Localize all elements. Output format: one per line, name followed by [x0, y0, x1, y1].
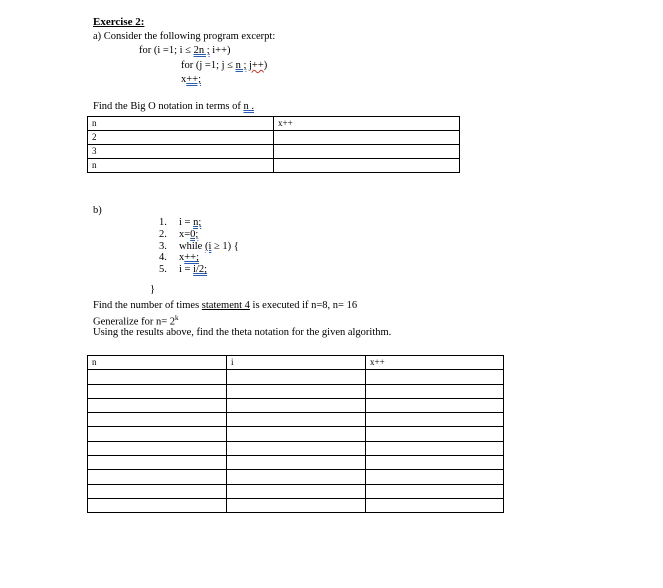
table-cell: [366, 427, 504, 441]
code-line-2-mark1: n ;: [235, 60, 247, 71]
table-cell: [88, 384, 227, 398]
table-row: [88, 131, 460, 145]
part-a-table: [87, 116, 460, 173]
step-mark: ++;: [184, 252, 200, 264]
table-cell: [227, 398, 366, 412]
table-cell: [227, 441, 366, 455]
table-cell: [366, 370, 504, 384]
code-line-2: [181, 61, 267, 72]
table-cell: [366, 441, 504, 455]
table-cell: [366, 413, 504, 427]
algorithm-steps: [159, 218, 239, 277]
step-mark: i/2;: [193, 264, 208, 276]
table-cell: [88, 470, 227, 484]
table-row: [88, 427, 504, 441]
code-line-3-pre: x: [181, 74, 187, 85]
step-mark: n;: [193, 217, 202, 228]
code-line-1-pre: for (i =1; i ≤: [139, 45, 194, 56]
code-line-2-pre: for (j =1; j ≤: [181, 60, 236, 71]
table-cell: [88, 441, 227, 455]
part-b-label: b): [93, 205, 102, 216]
step-number: 3.: [159, 240, 167, 252]
step-item: [159, 265, 239, 277]
table-cell: [88, 456, 227, 470]
step-number: 1.: [159, 217, 167, 228]
part-a-question-mark: n .: [243, 101, 254, 112]
table-row: [88, 456, 504, 470]
table-cell: [88, 498, 227, 512]
table-cell: [366, 470, 504, 484]
table-row: [88, 484, 504, 498]
table-cell: [227, 384, 366, 398]
question-1-post: is executed if n=8, n= 16: [249, 300, 358, 311]
part-a-question-pre: Find the Big O notation in terms of: [93, 101, 244, 112]
header-i: i: [227, 356, 366, 370]
table-body: [88, 370, 504, 513]
code-line-3: [181, 75, 201, 86]
question-2-pre: Generalize for n= 2: [93, 316, 176, 328]
table-cell: [88, 370, 227, 384]
step-item: [159, 218, 239, 230]
table-cell: [227, 456, 366, 470]
step-pre: while: [179, 240, 205, 252]
table-cell: [227, 470, 366, 484]
part-b-table: [87, 355, 504, 513]
cell-xpp: [274, 159, 460, 173]
part-b-question-1: [93, 301, 357, 312]
header-n: n: [88, 117, 274, 131]
table-cell: [366, 384, 504, 398]
table-row: [88, 470, 504, 484]
table-cell: [227, 484, 366, 498]
code-line-1-mark: 2n ;: [193, 45, 210, 56]
question-2-sup: k: [175, 314, 179, 322]
code-line-2-post: ): [263, 60, 268, 71]
code-line-2-mark2: j++: [248, 60, 264, 71]
table-cell: [227, 370, 366, 384]
cell-xpp: [274, 131, 460, 145]
header-xpp: x++: [366, 356, 504, 370]
question-1-mark: statement 4: [201, 300, 250, 311]
table-row: [88, 398, 504, 412]
table-cell: [88, 413, 227, 427]
part-a-question: [93, 102, 254, 113]
code-line-3-mark: ++;: [186, 74, 202, 85]
step-number: 4.: [159, 252, 167, 264]
step-pre: i =: [179, 264, 194, 276]
exercise-title: Exercise 2:: [93, 16, 145, 28]
table-header-row: [88, 117, 460, 131]
step-pre: x=: [179, 228, 191, 240]
step-pre: i =: [179, 217, 194, 228]
part-b-question-3: Using the results above, find the theta notation for the given algorithm.: [93, 327, 392, 338]
table-cell: [227, 427, 366, 441]
table-row: [88, 441, 504, 455]
table-cell: [366, 456, 504, 470]
cell-n: 3: [88, 145, 274, 159]
step-mark: 0;: [190, 228, 199, 240]
table-cell: [227, 498, 366, 512]
code-line-1: [139, 46, 231, 57]
table-cell: [88, 398, 227, 412]
table-cell: [227, 413, 366, 427]
table-row: [88, 159, 460, 173]
closing-brace: }: [150, 284, 156, 295]
table-cell: [88, 484, 227, 498]
table-row: [88, 370, 504, 384]
table-header-row: [88, 356, 504, 370]
cell-n: n: [88, 159, 274, 173]
step-mark: (i: [204, 240, 212, 252]
table-cell: [366, 498, 504, 512]
table-cell: [366, 484, 504, 498]
part-a-intro: a) Consider the following program excerpt:: [93, 31, 276, 42]
step-post: ≥ 1) {: [211, 240, 239, 252]
header-n: n: [88, 356, 227, 370]
table-row: [88, 413, 504, 427]
table-row: [88, 498, 504, 512]
question-1-pre: Find the number of times: [93, 300, 202, 311]
code-line-1-post: i++): [209, 45, 231, 56]
header-xpp: x++: [274, 117, 460, 131]
step-number: 5.: [159, 264, 167, 276]
step-number: 2.: [159, 228, 167, 240]
table-row: [88, 384, 504, 398]
table-row: [88, 145, 460, 159]
table-cell: [366, 398, 504, 412]
cell-n: 2: [88, 131, 274, 145]
cell-xpp: [274, 145, 460, 159]
step-pre: x: [179, 252, 185, 264]
table-cell: [88, 427, 227, 441]
